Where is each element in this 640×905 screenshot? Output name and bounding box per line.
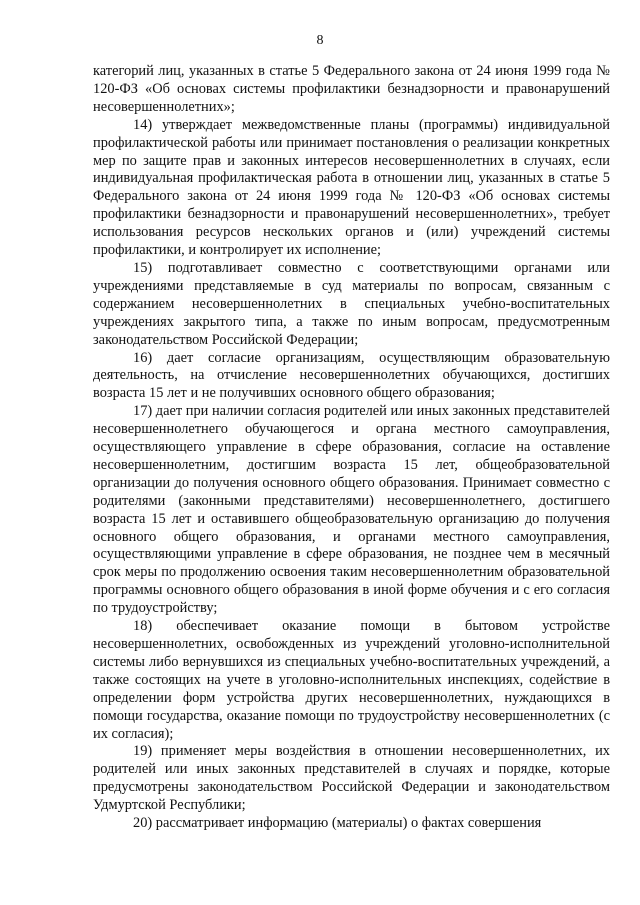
page-number: 8 — [316, 33, 324, 48]
document-body — [93, 63, 610, 833]
paragraph-item-20: 20) рассматривает информацию (материалы) о фактах совершения — [133, 815, 542, 832]
paragraph-item-15: 15) подготавливает совместно с соответствующими органами или учреждениями представляемые в суд материалы по вопросам, связанным с содержанием несовершеннолетних в специальных учебно-воспитательных учреждениях закрытого типа, а также по иным вопросам, предусмотренным законодательством Российской Федерации; — [93, 259, 610, 348]
paragraph-item-18: 18) обеспечивает оказание помощи в бытовом устройстве несовершеннолетних, освобожденных из учреждений уголовно-исполнительной системы либо вернувшихся из специальных учебно-воспитательных учреждений, а также состоящих на учете в уголовно-исполнительных инспекциях, содействие в определении форм устройства других несовершеннолетних, нуждающихся в помощи государства, оказание помощи по трудоустройству несовершеннолетних (с их согласия); — [93, 618, 610, 742]
paragraph-continuation: категорий лиц, указанных в статье 5 Федерального закона от 24 июня 1999 года № 120-ФЗ «Об основах системы профилактики безнадзорности и правонарушений несовершеннолетних»; — [93, 63, 610, 115]
paragraph-item-14: 14) утверждает межведомственные планы (программы) индивидуальной профилактической работы или принимает постановления о реализации конкретных мер по защите прав и законных интересов несовершеннолетних в случаях, если индивидуальная профилактическая работа в отношении лиц, указанных в статье 5 Федерального закона от 24 июня 1999 года № 120-ФЗ «Об основах системы профилактики безнадзорности и правонарушений несовершеннолетних», требует использования ресурсов нескольких органов и (или) учреждений системы профилактики, и контролирует их исполнение; — [93, 116, 610, 259]
paragraph-item-16: 16) дает согласие организациям, осуществляющим образовательную деятельность, на отчисление несовершеннолетних обучающихся, достигших возраста 15 лет и не получивших основного общего образования; — [93, 349, 610, 402]
paragraph-item-19: 19) применяет меры воздействия в отношении несовершеннолетних, их родителей или иных законных представителей в случаях и порядке, которые предусмотрены законодательством Российской Федерации и законодательством Удмуртской Республики; — [93, 743, 610, 814]
paragraph-item-17: 17) дает при наличии согласия родителей или иных законных представителей несовершеннолетнего обучающегося и органа местного самоуправления, осуществляющего управление в сфере образования, согласие на оставление несовершеннолетним, достигшим возраста 15 лет, общеобразовательной организации до получения основного общего образования. Принимает совместно с родителями (законными представителями) несовершеннолетнего, достигшего возраста 15 лет и оставившего общеобразовательную организацию до получения основного общего образования, и органами местного самоуправления, осуществляющими управление в сфере образования, не позднее чем в месячный срок меры по продолжению освоения таким несовершеннолетним образовательной программы основного общего образования в иной форме обучения и с его согласия по трудоустройству; — [93, 403, 610, 617]
